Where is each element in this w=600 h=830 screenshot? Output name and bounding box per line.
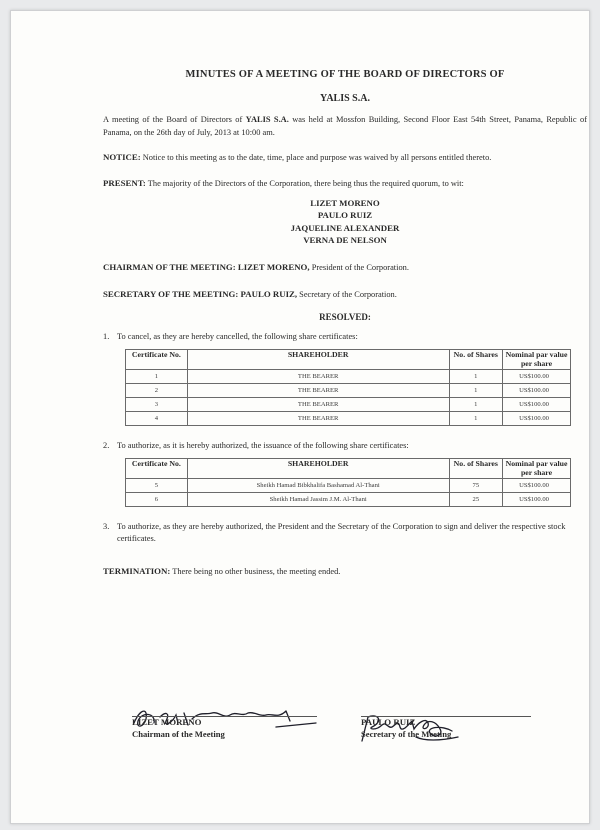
present-text: The majority of the Directors of the Corporation, there being thus the required quorum, to wit: <box>145 178 464 188</box>
resolved-heading: RESOLVED: <box>319 311 371 322</box>
header-shares: No. of Shares <box>449 349 503 369</box>
document-title: MINUTES OF A MEETING OF THE BOARD OF DIRECTORS OF <box>185 69 505 80</box>
cell-holder: THE BEARER <box>187 397 449 411</box>
secretary-signature-block <box>361 716 541 740</box>
header-shareholder: SHAREHOLDER <box>187 458 449 478</box>
secretary-text: Secretary of the Corporation. <box>297 290 397 300</box>
table-row <box>126 383 571 397</box>
notice-paragraph <box>103 151 587 165</box>
notice-text: Notice to this meeting as to the date, time, place and purpose was waived by all persons entitled thereto. <box>140 153 492 162</box>
header-shareholder: SHAREHOLDER <box>187 349 449 369</box>
resolution-text: To authorize, as they are hereby authorized, the President and the Secretary of the Corporation to sign and deliver the respective stock certificates. <box>117 521 566 543</box>
intro-company: YALIS S.A. <box>245 115 289 124</box>
present-paragraph <box>103 177 587 191</box>
cell-cert: 2 <box>126 383 188 397</box>
cell-holder: Sheikh Hamad Bibkhalifa Bashamad Al-Thani <box>187 478 449 492</box>
chairman-role: Chairman of the Meeting <box>132 729 225 739</box>
cell-holder: Sheikh Hamad Jassim J.M. Al-Thani <box>187 492 449 506</box>
cell-value: US$100.00 <box>503 411 571 425</box>
secretary-paragraph <box>103 288 587 302</box>
cell-value: US$100.00 <box>503 369 571 383</box>
chairman-paragraph <box>103 261 587 275</box>
issued-certificates-table <box>125 458 571 507</box>
notice-label: NOTICE: <box>103 152 141 162</box>
present-label: PRESENT: <box>103 177 146 188</box>
company-name: YALIS S.A. <box>320 93 370 104</box>
chairman-name: LIZET MORENO <box>132 717 202 727</box>
cell-cert: 3 <box>126 397 188 411</box>
termination-text: There being no other business, the meeting ended. <box>170 566 341 576</box>
cell-shares: 1 <box>449 369 503 383</box>
resolution-3 <box>103 521 587 545</box>
cell-value: US$100.00 <box>503 492 571 506</box>
intro-text-after: was held at Mossfon Building, Second Floor East 54th Street, Panama, Republic of Panama, on the 26th day of July, 2013 at 10:00 am. <box>103 115 587 137</box>
cell-shares: 1 <box>449 383 503 397</box>
cell-holder: THE BEARER <box>187 383 449 397</box>
intro-paragraph <box>103 114 587 139</box>
resolution-1 <box>103 331 587 343</box>
cell-holder: THE BEARER <box>187 369 449 383</box>
table-row <box>126 397 571 411</box>
secretary-label: SECRETARY OF THE MEETING: PAULO RUIZ, <box>103 289 298 300</box>
document-content <box>103 69 587 578</box>
chairman-signature-block <box>132 716 312 740</box>
cell-value: US$100.00 <box>503 383 571 397</box>
cell-cert: 5 <box>126 478 188 492</box>
header-nominal: Nominal par value per share <box>503 349 571 369</box>
secretary-role: Secretary of the Meeting <box>361 729 452 739</box>
document-page <box>10 10 590 824</box>
table-row <box>126 411 571 425</box>
resolution-number: 2. <box>103 440 110 450</box>
secretary-name: PAULO RUIZ <box>361 717 416 727</box>
chairman-label: CHAIRMAN OF THE MEETING: LIZET MORENO, <box>103 261 310 272</box>
header-nominal: Nominal par value per share <box>503 458 571 478</box>
cell-cert: 4 <box>126 411 188 425</box>
director-name: JAQUELINE ALEXANDER <box>290 222 400 233</box>
table-row <box>126 492 571 506</box>
cell-shares: 75 <box>449 478 503 492</box>
header-shares: No. of Shares <box>449 458 503 478</box>
resolution-text: To cancel, as they are hereby cancelled, the following share certificates: <box>117 331 358 341</box>
cell-shares: 1 <box>449 397 503 411</box>
resolution-number: 3. <box>103 521 110 531</box>
termination-paragraph <box>103 565 587 579</box>
table-row <box>126 478 571 492</box>
director-name: VERNA DE NELSON <box>303 235 387 246</box>
cell-value: US$100.00 <box>503 478 571 492</box>
intro-text-before: A meeting of the Board of Directors of <box>103 115 246 124</box>
cell-shares: 1 <box>449 411 503 425</box>
cell-value: US$100.00 <box>503 397 571 411</box>
director-name: PAULO RUIZ <box>317 210 373 221</box>
director-name: LIZET MORENO <box>310 198 380 208</box>
cell-holder: THE BEARER <box>187 411 449 425</box>
cell-cert: 6 <box>126 492 188 506</box>
resolution-2 <box>103 440 587 452</box>
header-certificate: Certificate No. <box>126 458 188 478</box>
cancelled-certificates-table <box>125 349 571 426</box>
resolution-number: 1. <box>103 331 110 341</box>
cell-cert: 1 <box>126 369 188 383</box>
termination-label: TERMINATION: <box>103 565 171 576</box>
table-row <box>126 369 571 383</box>
cell-shares: 25 <box>449 492 503 506</box>
chairman-text: President of the Corporation. <box>309 262 409 272</box>
header-certificate: Certificate No. <box>126 349 188 369</box>
directors-list <box>103 197 587 247</box>
resolution-text: To authorize, as it is hereby authorized, the issuance of the following share certificates: <box>117 440 409 450</box>
